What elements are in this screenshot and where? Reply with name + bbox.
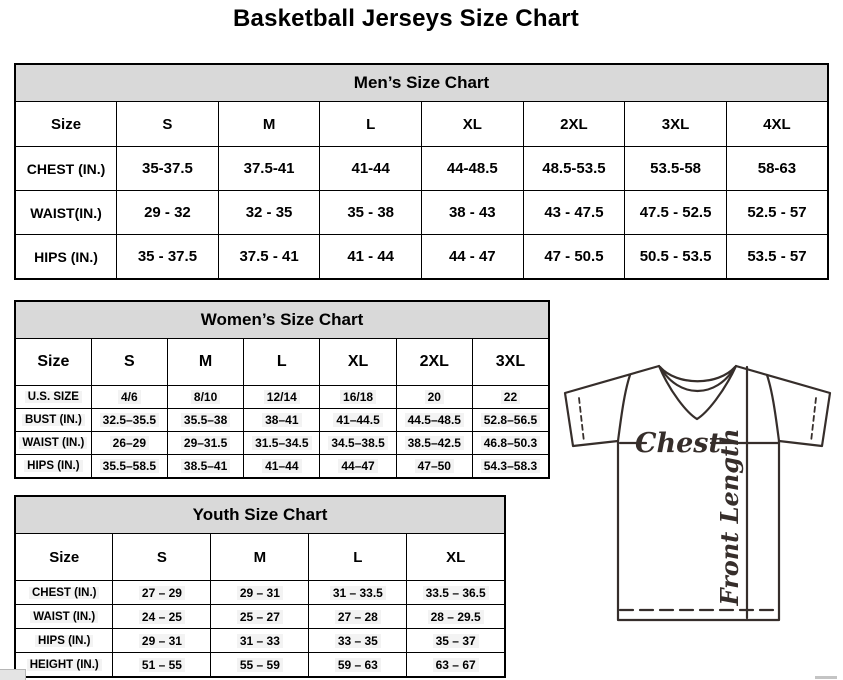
collar-outer-arc [660,367,735,381]
size-cell: 43 - 47.5 [523,191,625,235]
size-cell: 29 – 31 [113,629,211,653]
column-header: L [320,102,422,147]
column-header: 3XL [472,339,549,386]
row-label: U.S. SIZE [15,386,91,409]
size-cell: 22 [472,386,549,409]
column-header: M [167,339,243,386]
size-cell: 35-37.5 [117,147,219,191]
size-cell: 38 - 43 [422,191,524,235]
womens-size-table [14,300,550,479]
size-cell: 12/14 [244,386,320,409]
size-cell: 16/18 [320,386,396,409]
size-cell: 41 - 44 [320,235,422,280]
size-cell: 44.5–48.5 [396,409,472,432]
size-cell: 44 - 47 [422,235,524,280]
size-cell: 35 – 37 [407,629,505,653]
size-cell: 44-48.5 [422,147,524,191]
size-cell: 31 – 33 [211,629,309,653]
right-sleeve-outline [736,366,830,446]
table-title: Youth Size Chart [15,496,505,534]
size-cell: 55 – 59 [211,653,309,678]
size-cell: 32.5–35.5 [91,409,167,432]
row-label: HIPS (IN.) [15,629,113,653]
size-cell: 51 – 55 [113,653,211,678]
youth-size-table [14,495,506,678]
table-title: Men’s Size Chart [15,64,828,102]
size-cell: 50.5 - 53.5 [625,235,727,280]
row-label: WAIST (IN.) [15,605,113,629]
jersey-measurement-diagram [552,352,842,646]
row-label: WAIST(IN.) [15,191,117,235]
size-cell: 37.5 - 41 [218,235,320,280]
size-cell: 35.5–38 [167,409,243,432]
column-header: Size [15,534,113,581]
size-cell: 4/6 [91,386,167,409]
size-cell: 47–50 [396,455,472,479]
column-header: S [113,534,211,581]
size-cell: 59 – 63 [309,653,407,678]
size-cell: 44–47 [320,455,396,479]
size-cell: 41–44 [244,455,320,479]
size-cell: 25 – 27 [211,605,309,629]
size-cell: 8/10 [167,386,243,409]
column-header: L [244,339,320,386]
size-cell: 53.5 - 57 [726,235,828,280]
size-cell: 32 - 35 [218,191,320,235]
size-cell: 27 – 29 [113,581,211,605]
size-cell: 34.5–38.5 [320,432,396,455]
mens-size-table [14,63,829,280]
size-cell: 28 – 29.5 [407,605,505,629]
row-label: CHEST (IN.) [15,147,117,191]
column-header: Size [15,339,91,386]
size-cell: 29–31.5 [167,432,243,455]
size-cell: 41–44.5 [320,409,396,432]
column-header: 2XL [523,102,625,147]
size-cell: 48.5-53.5 [523,147,625,191]
size-cell: 35 - 37.5 [117,235,219,280]
row-label: CHEST (IN.) [15,581,113,605]
size-cell: 31 – 33.5 [309,581,407,605]
chest-label: Chest [635,428,721,459]
front-length-label: Front Length [715,428,744,606]
size-cell: 29 - 32 [117,191,219,235]
column-header: M [211,534,309,581]
size-cell: 52.8–56.5 [472,409,549,432]
column-header: 4XL [726,102,828,147]
size-cell: 63 – 67 [407,653,505,678]
column-header: XL [407,534,505,581]
right-cuff-stitch-dashed [811,398,816,442]
size-cell: 38–41 [244,409,320,432]
size-cell: 58-63 [726,147,828,191]
table-title: Women’s Size Chart [15,301,549,339]
size-cell: 38.5–41 [167,455,243,479]
size-cell: 31.5–34.5 [244,432,320,455]
size-cell: 35 - 38 [320,191,422,235]
left-cuff-stitch-dashed [579,398,584,442]
size-cell: 47.5 - 52.5 [625,191,727,235]
size-cell: 24 – 25 [113,605,211,629]
size-cell: 33.5 – 36.5 [407,581,505,605]
size-cell: 20 [396,386,472,409]
size-cell: 27 – 28 [309,605,407,629]
size-cell: 29 – 31 [211,581,309,605]
jersey-body-outline [618,441,779,620]
size-cell: 35.5–58.5 [91,455,167,479]
row-label: BUST (IN.) [15,409,91,432]
column-header: L [309,534,407,581]
size-cell: 37.5-41 [218,147,320,191]
column-header: M [218,102,320,147]
row-label: WAIST (IN.) [15,432,91,455]
left-sleeve-seam [618,375,630,441]
column-header: 2XL [396,339,472,386]
column-header: S [117,102,219,147]
size-cell: 33 – 35 [309,629,407,653]
size-cell: 54.3–58.3 [472,455,549,479]
right-sleeve-seam [767,375,779,441]
row-label: HEIGHT (IN.) [15,653,113,678]
size-cell: 53.5-58 [625,147,727,191]
row-label: HIPS (IN.) [15,235,117,280]
size-cell: 47 - 50.5 [523,235,625,280]
size-cell: 46.8–50.3 [472,432,549,455]
ui-fragment-bottom-left [0,669,26,680]
size-cell: 41-44 [320,147,422,191]
column-header: Size [15,102,117,147]
size-cell: 26–29 [91,432,167,455]
size-cell: 52.5 - 57 [726,191,828,235]
column-header: XL [422,102,524,147]
column-header: XL [320,339,396,386]
size-cell: 38.5–42.5 [396,432,472,455]
row-label: HIPS (IN.) [15,455,91,479]
column-header: S [91,339,167,386]
page-title: Basketball Jerseys Size Chart [233,5,579,32]
column-header: 3XL [625,102,727,147]
